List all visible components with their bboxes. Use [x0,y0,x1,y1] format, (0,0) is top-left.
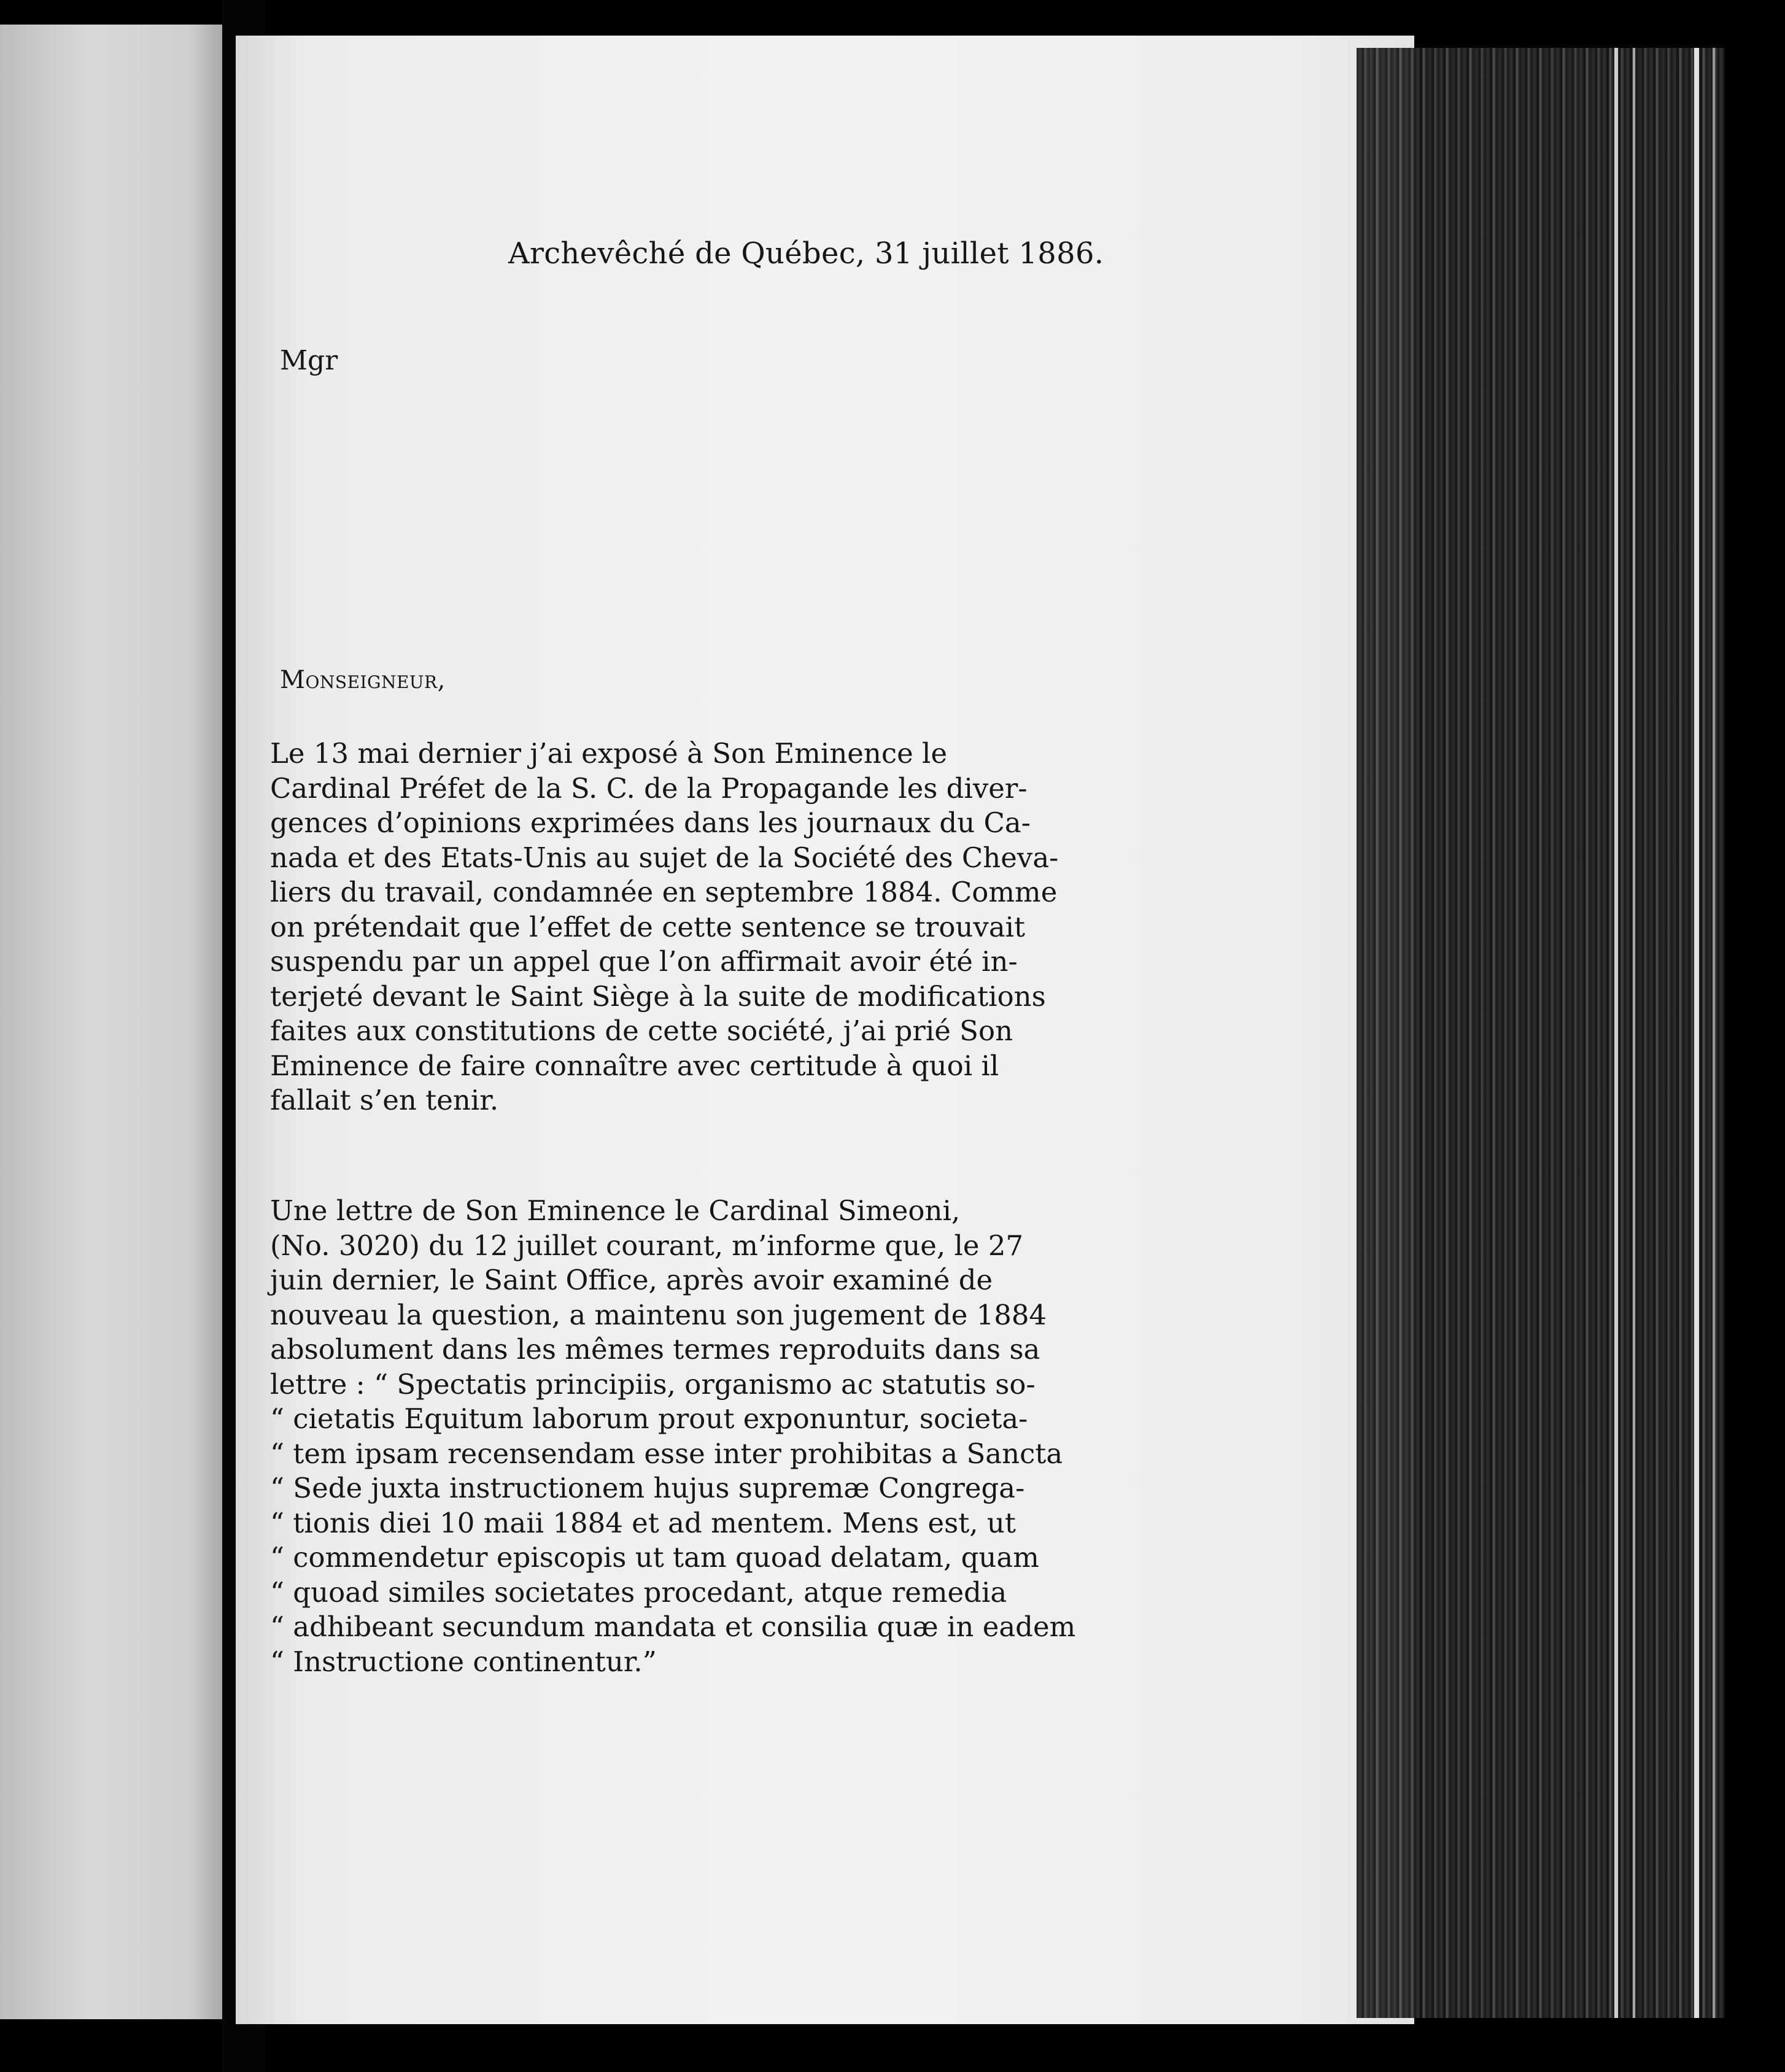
letter-addressee: Mgr [280,345,338,376]
page-edge-line [1614,48,1618,2018]
paragraph-line: gences d’opinions exprimées dans les journaux du Ca- [270,806,1031,839]
paragraph-line: fallait s’en tenir. [270,1084,499,1116]
letter-paragraph-2 [270,1194,1129,1679]
paragraph-line: “ commendetur episcopis ut tam quoad delatam, quam [270,1541,1039,1574]
paragraph-line: on prétendait que l’effet de cette sentence se trouvait [270,910,1026,943]
page-edges-strip [1357,48,1725,2018]
paragraph-line: “ tionis diei 10 maii 1884 et ad mentem. Mens est, ut [270,1506,1016,1539]
page-edge-line [1694,48,1699,2018]
letter-salutation: Monseigneur, [280,666,446,694]
paragraph-line: lettre : “ Spectatis principiis, organismo ac statutis so- [270,1367,1036,1401]
paragraph-line: Le 13 mai dernier j’ai exposé à Son Eminence le [270,737,948,770]
paragraph-line: “ Sede juxta instructionem hujus supremæ Congrega- [270,1472,1025,1504]
letter-paragraph-1 [270,736,1129,1118]
paragraph-line: “ Instructione continentur.” [270,1645,657,1678]
paragraph-line: suspendu par un appel que l’on affirmait avoir été in- [270,945,1018,978]
letter-dateline: Archevêché de Québec, 31 juillet 1886. [508,236,1104,271]
paragraph-line: “ adhibeant secundum mandata et consilia quæ in eadem [270,1610,1076,1643]
paragraph-line: juin dernier, le Saint Office, après avoir examiné de [270,1264,993,1296]
paragraph-line: absolument dans les mêmes termes reproduits dans sa [270,1333,1040,1366]
paragraph-line: “ cietatis Equitum laborum prout exponuntur, societa- [270,1402,1028,1435]
paragraph-line: Eminence de faire connaître avec certitude à quoi il [270,1049,999,1082]
paragraph-line: “ tem ipsam recensendam esse inter prohibitas a Sancta [270,1437,1063,1470]
paragraph-line: terjeté devant le Saint Siège à la suite de modifications [270,980,1046,1013]
paragraph-line: Une lettre de Son Eminence le Cardinal Simeoni, [270,1194,961,1227]
facing-page-edge [0,25,222,2019]
paragraph-line: “ quoad similes societates procedant, atque remedia [270,1575,1007,1609]
paragraph-line: faites aux constitutions de cette société, j’ai prié Son [270,1015,1013,1047]
page-edge-line [1713,48,1715,2018]
paragraph-line: (No. 3020) du 12 juillet courant, m’informe que, le 27 [270,1229,1024,1262]
paragraph-line: nouveau la question, a maintenu son jugement de 1884 [270,1298,1047,1331]
paragraph-line: liers du travail, condamnée en septembre 1884. Comme [270,876,1058,908]
page-edge-line [1633,48,1635,2018]
paragraph-line: nada et des Etats-Unis au sujet de la Société des Cheva- [270,841,1059,874]
paragraph-line: Cardinal Préfet de la S. C. de la Propagande les diver- [270,771,1028,805]
